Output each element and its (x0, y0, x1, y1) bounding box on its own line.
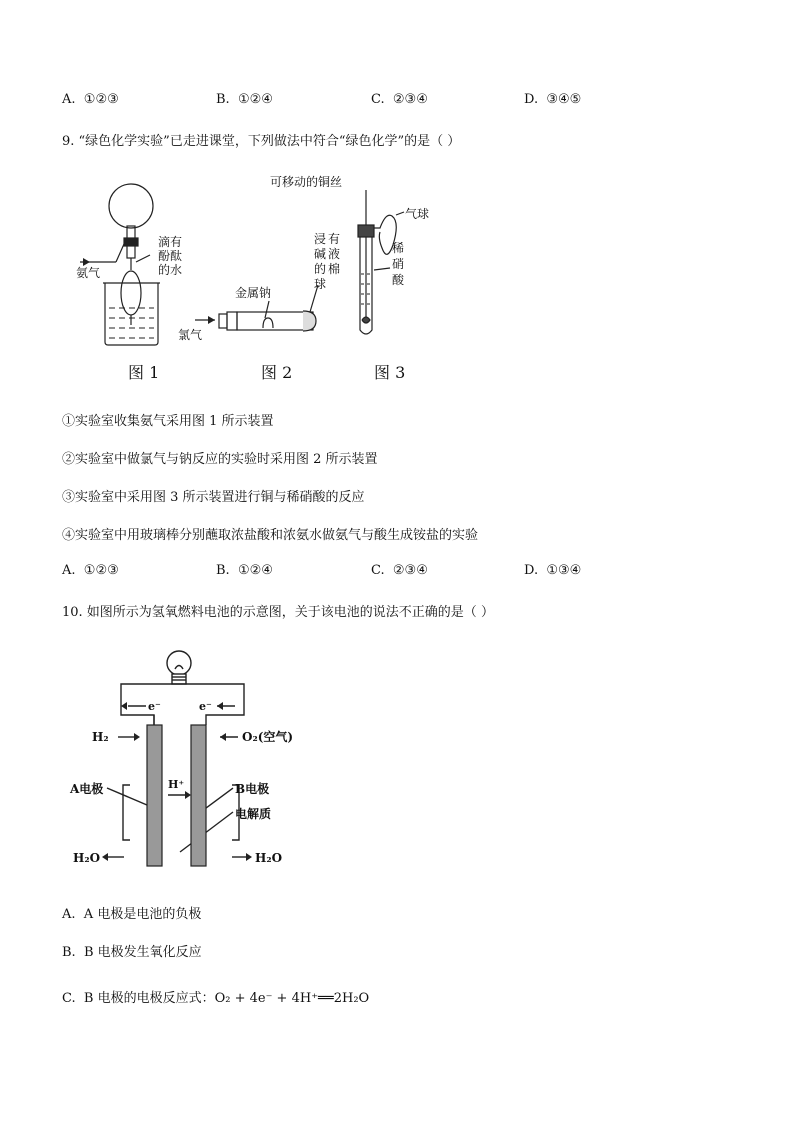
q10-option-c: C. B 电极的电极反应式：O₂ + 4e⁻ + 4H⁺══2H₂O (62, 991, 370, 1006)
fig1-gas-label: 氨气 (76, 266, 101, 280)
fig3-acid-label-2: 硝 (392, 257, 405, 271)
electron-arrow-right (217, 702, 223, 710)
fig2-ball-c2-2: 液 (328, 247, 341, 261)
fig2-ball-c2-1: 有 (328, 232, 341, 246)
electrode-b-label: B电极 (235, 782, 270, 796)
q8-option-b: B. ①②④ (216, 92, 273, 107)
q9-option-c: C. ②③④ (371, 563, 428, 578)
fig1-caption: 图 1 (128, 363, 160, 382)
fig3-acid-label-3: 酸 (392, 273, 405, 287)
electrode-b (191, 725, 206, 866)
fig1-water-label-2: 酚酞 (158, 249, 183, 263)
electron-left-label: e⁻ (148, 700, 161, 713)
electrode-a-label: A电极 (70, 782, 104, 796)
q9-option-b: B. ①②④ (216, 563, 273, 578)
electrolyte-label: 电解质 (235, 807, 272, 821)
q9-option-d: D. ①③④ (524, 563, 582, 578)
fig3-wire-label: 可移动的铜丝 (270, 175, 343, 189)
h2-label: H₂ (92, 730, 109, 744)
fig1-water-label-1: 滴有 (158, 235, 183, 249)
q8-option-c: C. ②③④ (371, 92, 428, 107)
fig1-water-label-3: 的水 (158, 263, 183, 277)
q9-statement-3: ③实验室中采用图 3 所示装置进行铜与稀硝酸的反应 (62, 490, 365, 505)
h2o-left-label: H₂O (73, 851, 101, 865)
q9-stem: 9. “绿色化学实验”已走进课堂，下列做法中符合“绿色化学”的是（ ） (62, 134, 461, 149)
electrode-a (147, 725, 162, 866)
fig2-ball-c2-3: 棉 (328, 262, 341, 276)
q9-statement-1: ①实验室收集氨气采用图 1 所示装置 (62, 414, 274, 429)
fig3-balloon-label: 气球 (405, 207, 430, 221)
q10-stem: 10. 如图所示为氢氧燃料电池的示意图，关于该电池的说法不正确的是（ ） (62, 605, 494, 620)
q9-option-a: A. ①②③ (62, 563, 119, 578)
q10-option-b: B. B 电极发生氧化反应 (62, 945, 202, 960)
fig2-na-label: 金属钠 (235, 286, 272, 300)
electron-arrow-left (121, 702, 127, 710)
proton-arrow (185, 791, 191, 799)
fig2-caption: 图 2 (261, 363, 293, 382)
q9-statement-4: ④实验室中用玻璃棒分别蘸取浓盐酸和浓氨水做氨气与酸生成铵盐的实验 (62, 528, 479, 543)
q8-option-a: A. ①②③ (62, 92, 119, 107)
fig2-ball-c1-4: 球 (314, 277, 327, 291)
q8-option-d: D. ③④⑤ (524, 92, 582, 107)
proton-label: H⁺ (168, 778, 185, 791)
o2-arrow (220, 733, 226, 741)
fig3-acid-label-1: 稀 (392, 241, 405, 255)
fig3-caption: 图 3 (374, 363, 406, 382)
fig2-ball-c1-1: 浸 (314, 232, 327, 246)
h2o-left-arrow (102, 853, 108, 861)
electron-right-label: e⁻ (199, 700, 212, 713)
o2-label: O₂(空气) (242, 730, 294, 744)
fig2-ball-c1-2: 碱 (314, 247, 327, 261)
q10-option-a: A. A 电极是电池的负极 (62, 907, 202, 922)
h2o-right-arrow (246, 853, 252, 861)
fig2-gas-label: 氯气 (178, 328, 203, 342)
h2-arrow (134, 733, 140, 741)
h2o-right-label: H₂O (255, 851, 283, 865)
fuel-cell-apparatus (107, 651, 246, 857)
q9-statement-2: ②实验室中做氯气与钠反应的实验时采用图 2 所示装置 (62, 452, 378, 467)
fig2-ball-c1-3: 的 (314, 262, 327, 276)
